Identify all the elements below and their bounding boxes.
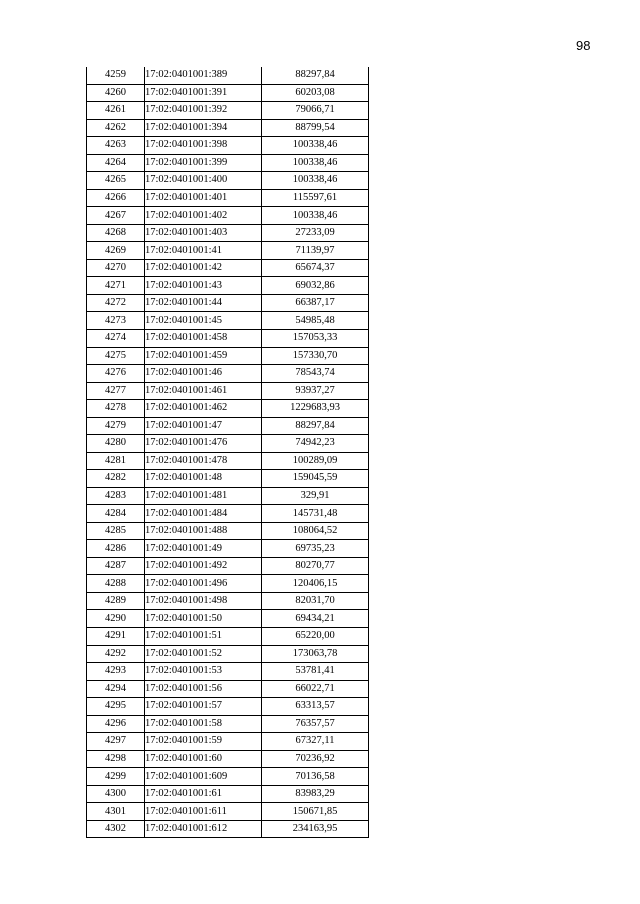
row-number-cell: 4270 <box>87 259 145 277</box>
row-number-cell: 4300 <box>87 785 145 803</box>
cadastral-value-cell: 27233,09 <box>262 224 369 242</box>
row-number-cell: 4266 <box>87 189 145 207</box>
cadastral-value-cell: 70236,92 <box>262 750 369 768</box>
row-number-cell: 4277 <box>87 382 145 400</box>
cadastral-number-cell: 17:02:0401001:51 <box>145 628 262 646</box>
table-row <box>87 715 369 733</box>
table-row <box>87 610 369 628</box>
cadastral-number-cell: 17:02:0401001:46 <box>145 365 262 383</box>
cadastral-number-cell: 17:02:0401001:389 <box>145 67 262 84</box>
cadastral-value-cell: 79066,71 <box>262 102 369 120</box>
table-row <box>87 557 369 575</box>
row-number-cell: 4290 <box>87 610 145 628</box>
cadastral-value-cell: 173063,78 <box>262 645 369 663</box>
table-row <box>87 750 369 768</box>
cadastral-value-cell: 88297,84 <box>262 417 369 435</box>
cadastral-number-cell: 17:02:0401001:394 <box>145 119 262 137</box>
cadastral-number-cell: 17:02:0401001:612 <box>145 820 262 838</box>
row-number-cell: 4281 <box>87 452 145 470</box>
cadastral-value-cell: 100338,46 <box>262 207 369 225</box>
cadastral-value-cell: 66387,17 <box>262 294 369 312</box>
cadastral-value-cell: 65674,37 <box>262 259 369 277</box>
table-row <box>87 347 369 365</box>
cadastral-number-cell: 17:02:0401001:60 <box>145 750 262 768</box>
row-number-cell: 4260 <box>87 84 145 102</box>
cadastral-value-cell: 1229683,93 <box>262 400 369 418</box>
cadastral-number-cell: 17:02:0401001:53 <box>145 663 262 681</box>
row-number-cell: 4297 <box>87 733 145 751</box>
cadastral-number-cell: 17:02:0401001:476 <box>145 435 262 453</box>
cadastral-value-cell: 82031,70 <box>262 592 369 610</box>
cadastral-number-cell: 17:02:0401001:59 <box>145 733 262 751</box>
cadastral-number-cell: 17:02:0401001:498 <box>145 592 262 610</box>
cadastral-value-cell: 78543,74 <box>262 365 369 383</box>
cadastral-number-cell: 17:02:0401001:461 <box>145 382 262 400</box>
cadastral-value-cell: 234163,95 <box>262 820 369 838</box>
cadastral-value-cell: 83983,29 <box>262 785 369 803</box>
cadastral-number-cell: 17:02:0401001:609 <box>145 768 262 786</box>
table-row <box>87 470 369 488</box>
table-row <box>87 154 369 172</box>
row-number-cell: 4273 <box>87 312 145 330</box>
table-row <box>87 329 369 347</box>
row-number-cell: 4287 <box>87 557 145 575</box>
cadastral-value-cell: 53781,41 <box>262 663 369 681</box>
cadastral-number-cell: 17:02:0401001:49 <box>145 540 262 558</box>
cadastral-value-cell: 100338,46 <box>262 137 369 155</box>
cadastral-number-cell: 17:02:0401001:401 <box>145 189 262 207</box>
table-row <box>87 540 369 558</box>
cadastral-number-cell: 17:02:0401001:402 <box>145 207 262 225</box>
table-row <box>87 505 369 523</box>
cadastral-number-cell: 17:02:0401001:459 <box>145 347 262 365</box>
cadastral-number-cell: 17:02:0401001:403 <box>145 224 262 242</box>
row-number-cell: 4264 <box>87 154 145 172</box>
cadastral-number-cell: 17:02:0401001:484 <box>145 505 262 523</box>
cadastral-value-cell: 93937,27 <box>262 382 369 400</box>
table-row <box>87 592 369 610</box>
row-number-cell: 4276 <box>87 365 145 383</box>
row-number-cell: 4295 <box>87 698 145 716</box>
cadastral-value-cell: 159045,59 <box>262 470 369 488</box>
cadastral-value-cell: 120406,15 <box>262 575 369 593</box>
cadastral-number-cell: 17:02:0401001:45 <box>145 312 262 330</box>
row-number-cell: 4296 <box>87 715 145 733</box>
cadastral-number-cell: 17:02:0401001:391 <box>145 84 262 102</box>
row-number-cell: 4299 <box>87 768 145 786</box>
cadastral-number-cell: 17:02:0401001:458 <box>145 329 262 347</box>
cadastral-number-cell: 17:02:0401001:481 <box>145 487 262 505</box>
table-row <box>87 645 369 663</box>
cadastral-number-cell: 17:02:0401001:44 <box>145 294 262 312</box>
table-row <box>87 575 369 593</box>
row-number-cell: 4301 <box>87 803 145 821</box>
row-number-cell: 4280 <box>87 435 145 453</box>
cadastral-value-cell: 69735,23 <box>262 540 369 558</box>
cadastral-value-cell: 150671,85 <box>262 803 369 821</box>
table-row <box>87 102 369 120</box>
cadastral-value-cell: 70136,58 <box>262 768 369 786</box>
cadastral-value-cell: 67327,11 <box>262 733 369 751</box>
row-number-cell: 4275 <box>87 347 145 365</box>
row-number-cell: 4265 <box>87 172 145 190</box>
table-row <box>87 785 369 803</box>
cadastral-value-cell: 145731,48 <box>262 505 369 523</box>
cadastral-number-cell: 17:02:0401001:398 <box>145 137 262 155</box>
row-number-cell: 4262 <box>87 119 145 137</box>
cadastral-value-cell: 63313,57 <box>262 698 369 716</box>
cadastral-value-cell: 329,91 <box>262 487 369 505</box>
row-number-cell: 4288 <box>87 575 145 593</box>
cadastral-number-cell: 17:02:0401001:61 <box>145 785 262 803</box>
cadastral-number-cell: 17:02:0401001:56 <box>145 680 262 698</box>
row-number-cell: 4278 <box>87 400 145 418</box>
cadastral-value-cell: 88297,84 <box>262 67 369 84</box>
cadastral-number-cell: 17:02:0401001:50 <box>145 610 262 628</box>
cadastral-number-cell: 17:02:0401001:462 <box>145 400 262 418</box>
cadastral-number-cell: 17:02:0401001:478 <box>145 452 262 470</box>
cadastral-number-cell: 17:02:0401001:58 <box>145 715 262 733</box>
table-row <box>87 84 369 102</box>
table-row <box>87 365 369 383</box>
cadastral-value-cell: 69032,86 <box>262 277 369 295</box>
row-number-cell: 4284 <box>87 505 145 523</box>
table-row <box>87 628 369 646</box>
cadastral-number-cell: 17:02:0401001:57 <box>145 698 262 716</box>
cadastral-value-cell: 60203,08 <box>262 84 369 102</box>
cadastral-value-cell: 71139,97 <box>262 242 369 260</box>
row-number-cell: 4294 <box>87 680 145 698</box>
table-row <box>87 119 369 137</box>
table-row <box>87 259 369 277</box>
cadastral-number-cell: 17:02:0401001:488 <box>145 522 262 540</box>
row-number-cell: 4267 <box>87 207 145 225</box>
row-number-cell: 4263 <box>87 137 145 155</box>
row-number-cell: 4293 <box>87 663 145 681</box>
cadastral-number-cell: 17:02:0401001:399 <box>145 154 262 172</box>
cadastral-number-cell: 17:02:0401001:52 <box>145 645 262 663</box>
table-row <box>87 803 369 821</box>
table-row <box>87 487 369 505</box>
cadastral-value-cell: 108064,52 <box>262 522 369 540</box>
table-row <box>87 680 369 698</box>
table-row <box>87 820 369 838</box>
row-number-cell: 4292 <box>87 645 145 663</box>
table-body <box>87 67 369 838</box>
table-row <box>87 294 369 312</box>
row-number-cell: 4269 <box>87 242 145 260</box>
table-row <box>87 435 369 453</box>
cadastral-value-cell: 88799,54 <box>262 119 369 137</box>
row-number-cell: 4259 <box>87 67 145 84</box>
cadastral-value-cell: 76357,57 <box>262 715 369 733</box>
row-number-cell: 4271 <box>87 277 145 295</box>
table-row <box>87 733 369 751</box>
row-number-cell: 4272 <box>87 294 145 312</box>
cadastral-value-cell: 65220,00 <box>262 628 369 646</box>
row-number-cell: 4268 <box>87 224 145 242</box>
cadastral-value-cell: 100338,46 <box>262 154 369 172</box>
cadastral-number-cell: 17:02:0401001:47 <box>145 417 262 435</box>
cadastral-number-cell: 17:02:0401001:400 <box>145 172 262 190</box>
cadastral-number-cell: 17:02:0401001:611 <box>145 803 262 821</box>
cadastral-number-cell: 17:02:0401001:41 <box>145 242 262 260</box>
page-number: 98 <box>576 38 591 53</box>
row-number-cell: 4282 <box>87 470 145 488</box>
cadastral-value-cell: 74942,23 <box>262 435 369 453</box>
row-number-cell: 4261 <box>87 102 145 120</box>
cadastral-value-table <box>86 67 369 838</box>
row-number-cell: 4291 <box>87 628 145 646</box>
table-row <box>87 400 369 418</box>
cadastral-value-cell: 115597,61 <box>262 189 369 207</box>
cadastral-number-cell: 17:02:0401001:48 <box>145 470 262 488</box>
table-row <box>87 67 369 84</box>
cadastral-value-cell: 80270,77 <box>262 557 369 575</box>
table-row <box>87 382 369 400</box>
cadastral-number-cell: 17:02:0401001:492 <box>145 557 262 575</box>
row-number-cell: 4286 <box>87 540 145 558</box>
table-row <box>87 207 369 225</box>
cadastral-number-cell: 17:02:0401001:43 <box>145 277 262 295</box>
row-number-cell: 4285 <box>87 522 145 540</box>
table-row <box>87 522 369 540</box>
table-row <box>87 768 369 786</box>
table-row <box>87 224 369 242</box>
row-number-cell: 4302 <box>87 820 145 838</box>
table-row <box>87 663 369 681</box>
table-row <box>87 698 369 716</box>
table-row <box>87 277 369 295</box>
cadastral-value-cell: 157053,33 <box>262 329 369 347</box>
cadastral-value-cell: 69434,21 <box>262 610 369 628</box>
table-row <box>87 452 369 470</box>
table-row <box>87 172 369 190</box>
table-row <box>87 189 369 207</box>
cadastral-number-cell: 17:02:0401001:42 <box>145 259 262 277</box>
cadastral-number-cell: 17:02:0401001:392 <box>145 102 262 120</box>
table-row <box>87 242 369 260</box>
row-number-cell: 4274 <box>87 329 145 347</box>
cadastral-value-cell: 100289,09 <box>262 452 369 470</box>
cadastral-value-cell: 157330,70 <box>262 347 369 365</box>
cadastral-number-cell: 17:02:0401001:496 <box>145 575 262 593</box>
row-number-cell: 4279 <box>87 417 145 435</box>
table-row <box>87 312 369 330</box>
cadastral-value-cell: 66022,71 <box>262 680 369 698</box>
row-number-cell: 4289 <box>87 592 145 610</box>
table-row <box>87 417 369 435</box>
table-row <box>87 137 369 155</box>
row-number-cell: 4298 <box>87 750 145 768</box>
cadastral-value-cell: 54985,48 <box>262 312 369 330</box>
cadastral-value-cell: 100338,46 <box>262 172 369 190</box>
row-number-cell: 4283 <box>87 487 145 505</box>
